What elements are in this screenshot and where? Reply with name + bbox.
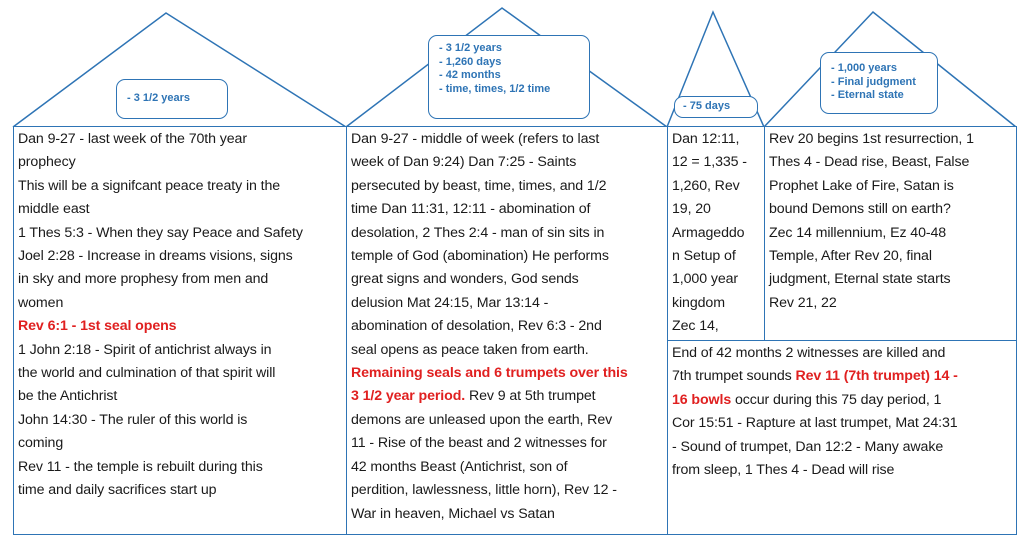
text-line: Rev 11 - the temple is rebuilt during this — [18, 458, 263, 475]
text-span: occur during this 75 day period, 1 — [731, 391, 942, 408]
panel-second-half — [346, 126, 668, 535]
text-line: War in heaven, Michael vs Satan — [351, 505, 555, 522]
text-line: 42 months Beast (Antichrist, son of — [351, 458, 568, 475]
text-line — [672, 365, 1013, 388]
text-line: 1 Thes 5:3 - When they say Peace and Safety — [18, 224, 303, 241]
text-line: middle east — [18, 201, 90, 218]
text-line: Dan 12:11, — [672, 131, 740, 147]
text-line: Dan 9-27 - middle of week (refers to last — [351, 131, 600, 147]
text-line: 12 = 1,335 - — [672, 154, 747, 171]
text-line: women — [18, 294, 64, 311]
callout-line: - 42 months — [439, 69, 501, 81]
text-line: bound Demons still on earth? — [769, 201, 951, 218]
text-line: demons are unleased upon the earth, Rev — [351, 411, 613, 428]
callout-line: - 3 1/2 years — [127, 92, 190, 104]
callout-1260-days — [428, 35, 590, 119]
text-line: kingdom — [672, 294, 725, 311]
panel-millennium — [764, 126, 1017, 341]
text-line: Zec 14, — [672, 318, 719, 335]
text-line: 11 - Rise of the beast and 2 witnesses for — [351, 435, 607, 452]
text-line: week of Dan 9:24) Dan 7:25 - Saints — [351, 154, 577, 171]
text-line: from sleep, 1 Thes 4 - Dead will rise — [672, 462, 895, 479]
callout-line: - Final judgment — [831, 75, 916, 88]
text-line — [351, 385, 664, 408]
text-line: n Setup of — [672, 248, 736, 265]
highlight-first-seal: Rev 6:1 - 1st seal opens — [18, 318, 177, 335]
text-line: Temple, After Rev 20, final — [769, 248, 932, 265]
text-line: coming — [18, 435, 64, 452]
text-line: Rev 21, 22 — [769, 294, 837, 311]
callout-line: - 75 days — [683, 100, 731, 112]
highlight-bowls: 16 bowls — [672, 391, 732, 408]
text-line: seal opens as peace taken from earth. — [351, 341, 589, 358]
text-line: great signs and wonders, God sends — [351, 271, 579, 288]
highlight-year-period: 3 1/2 year period. — [351, 388, 466, 405]
text-line: Cor 15:51 - Rapture at last trumpet, Mat 24:31 — [672, 415, 958, 432]
text-line: perdition, lawlessness, little horn), Rev 12 - — [351, 482, 617, 499]
text-line: the world and culmination of that spirit will — [18, 365, 276, 382]
text-line — [672, 389, 1013, 412]
highlight-remaining-seals: Remaining seals and 6 trumpets over this — [351, 365, 628, 382]
text-line: 1,000 year — [672, 271, 739, 288]
text-line: End of 42 months 2 witnesses are killed and — [672, 345, 946, 361]
text-span: Rev 9 at 5th trumpet — [465, 388, 596, 405]
text-line: Rev 20 begins 1st resurrection, 1 — [769, 131, 974, 147]
text-line: persecuted by beast, time, times, and 1/2 — [351, 177, 607, 194]
text-line: 1 John 2:18 - Spirit of antichrist always in — [18, 341, 272, 358]
callout-line: - 3 1/2 years — [439, 42, 502, 54]
text-line: Armageddo — [672, 224, 745, 241]
callout-75-days — [674, 96, 758, 118]
text-line: judgment, Eternal state starts — [769, 271, 951, 288]
text-line: This will be a signifcant peace treaty in the — [18, 177, 281, 194]
text-line: abomination of desolation, Rev 6:3 - 2nd — [351, 318, 602, 335]
text-line: be the Antichrist — [18, 388, 118, 405]
text-line: Dan 9-27 - last week of the 70th year — [18, 131, 247, 147]
text-line: John 14:30 - The ruler of this world is — [18, 411, 248, 428]
text-line: Thes 4 - Dead rise, Beast, False — [769, 154, 970, 171]
text-line: Prophet Lake of Fire, Satan is — [769, 177, 954, 194]
panel-first-half — [13, 126, 347, 535]
text-line: time Dan 11:31, 12:11 - abomination of — [351, 201, 591, 218]
callout-line: - time, times, 1/2 time — [439, 82, 551, 95]
text-line: temple of God (abomination) He performs — [351, 248, 609, 265]
callout-3-5-years — [116, 79, 228, 119]
text-line: 1,260, Rev — [672, 177, 740, 194]
text-line: time and daily sacrifices start up — [18, 482, 217, 499]
text-line: Zec 14 millennium, Ez 40-48 — [769, 224, 947, 241]
text-line: desolation, 2 Thes 2:4 - man of sin sits in — [351, 224, 605, 241]
text-line: 19, 20 — [672, 201, 711, 218]
callout-line: - Eternal state — [831, 89, 904, 101]
text-line: in sky and more prophesy from men and — [18, 271, 269, 288]
callout-line: - 1,260 days — [439, 55, 502, 68]
panel-end-of-42-months — [667, 340, 1017, 535]
text-line: prophecy — [18, 154, 76, 171]
text-span: 7th trumpet sounds — [672, 368, 796, 385]
highlight-seventh-trumpet: Rev 11 (7th trumpet) 14 - — [795, 368, 958, 385]
callout-line: - 1,000 years — [831, 62, 898, 74]
callout-1000-years — [820, 52, 938, 114]
panel-75-days — [667, 126, 765, 341]
text-line: delusion Mat 24:15, Mar 13:14 - — [351, 294, 549, 311]
text-line: - Sound of trumpet, Dan 12:2 - Many awake — [672, 438, 944, 455]
text-line: Joel 2:28 - Increase in dreams visions, signs — [18, 248, 293, 265]
